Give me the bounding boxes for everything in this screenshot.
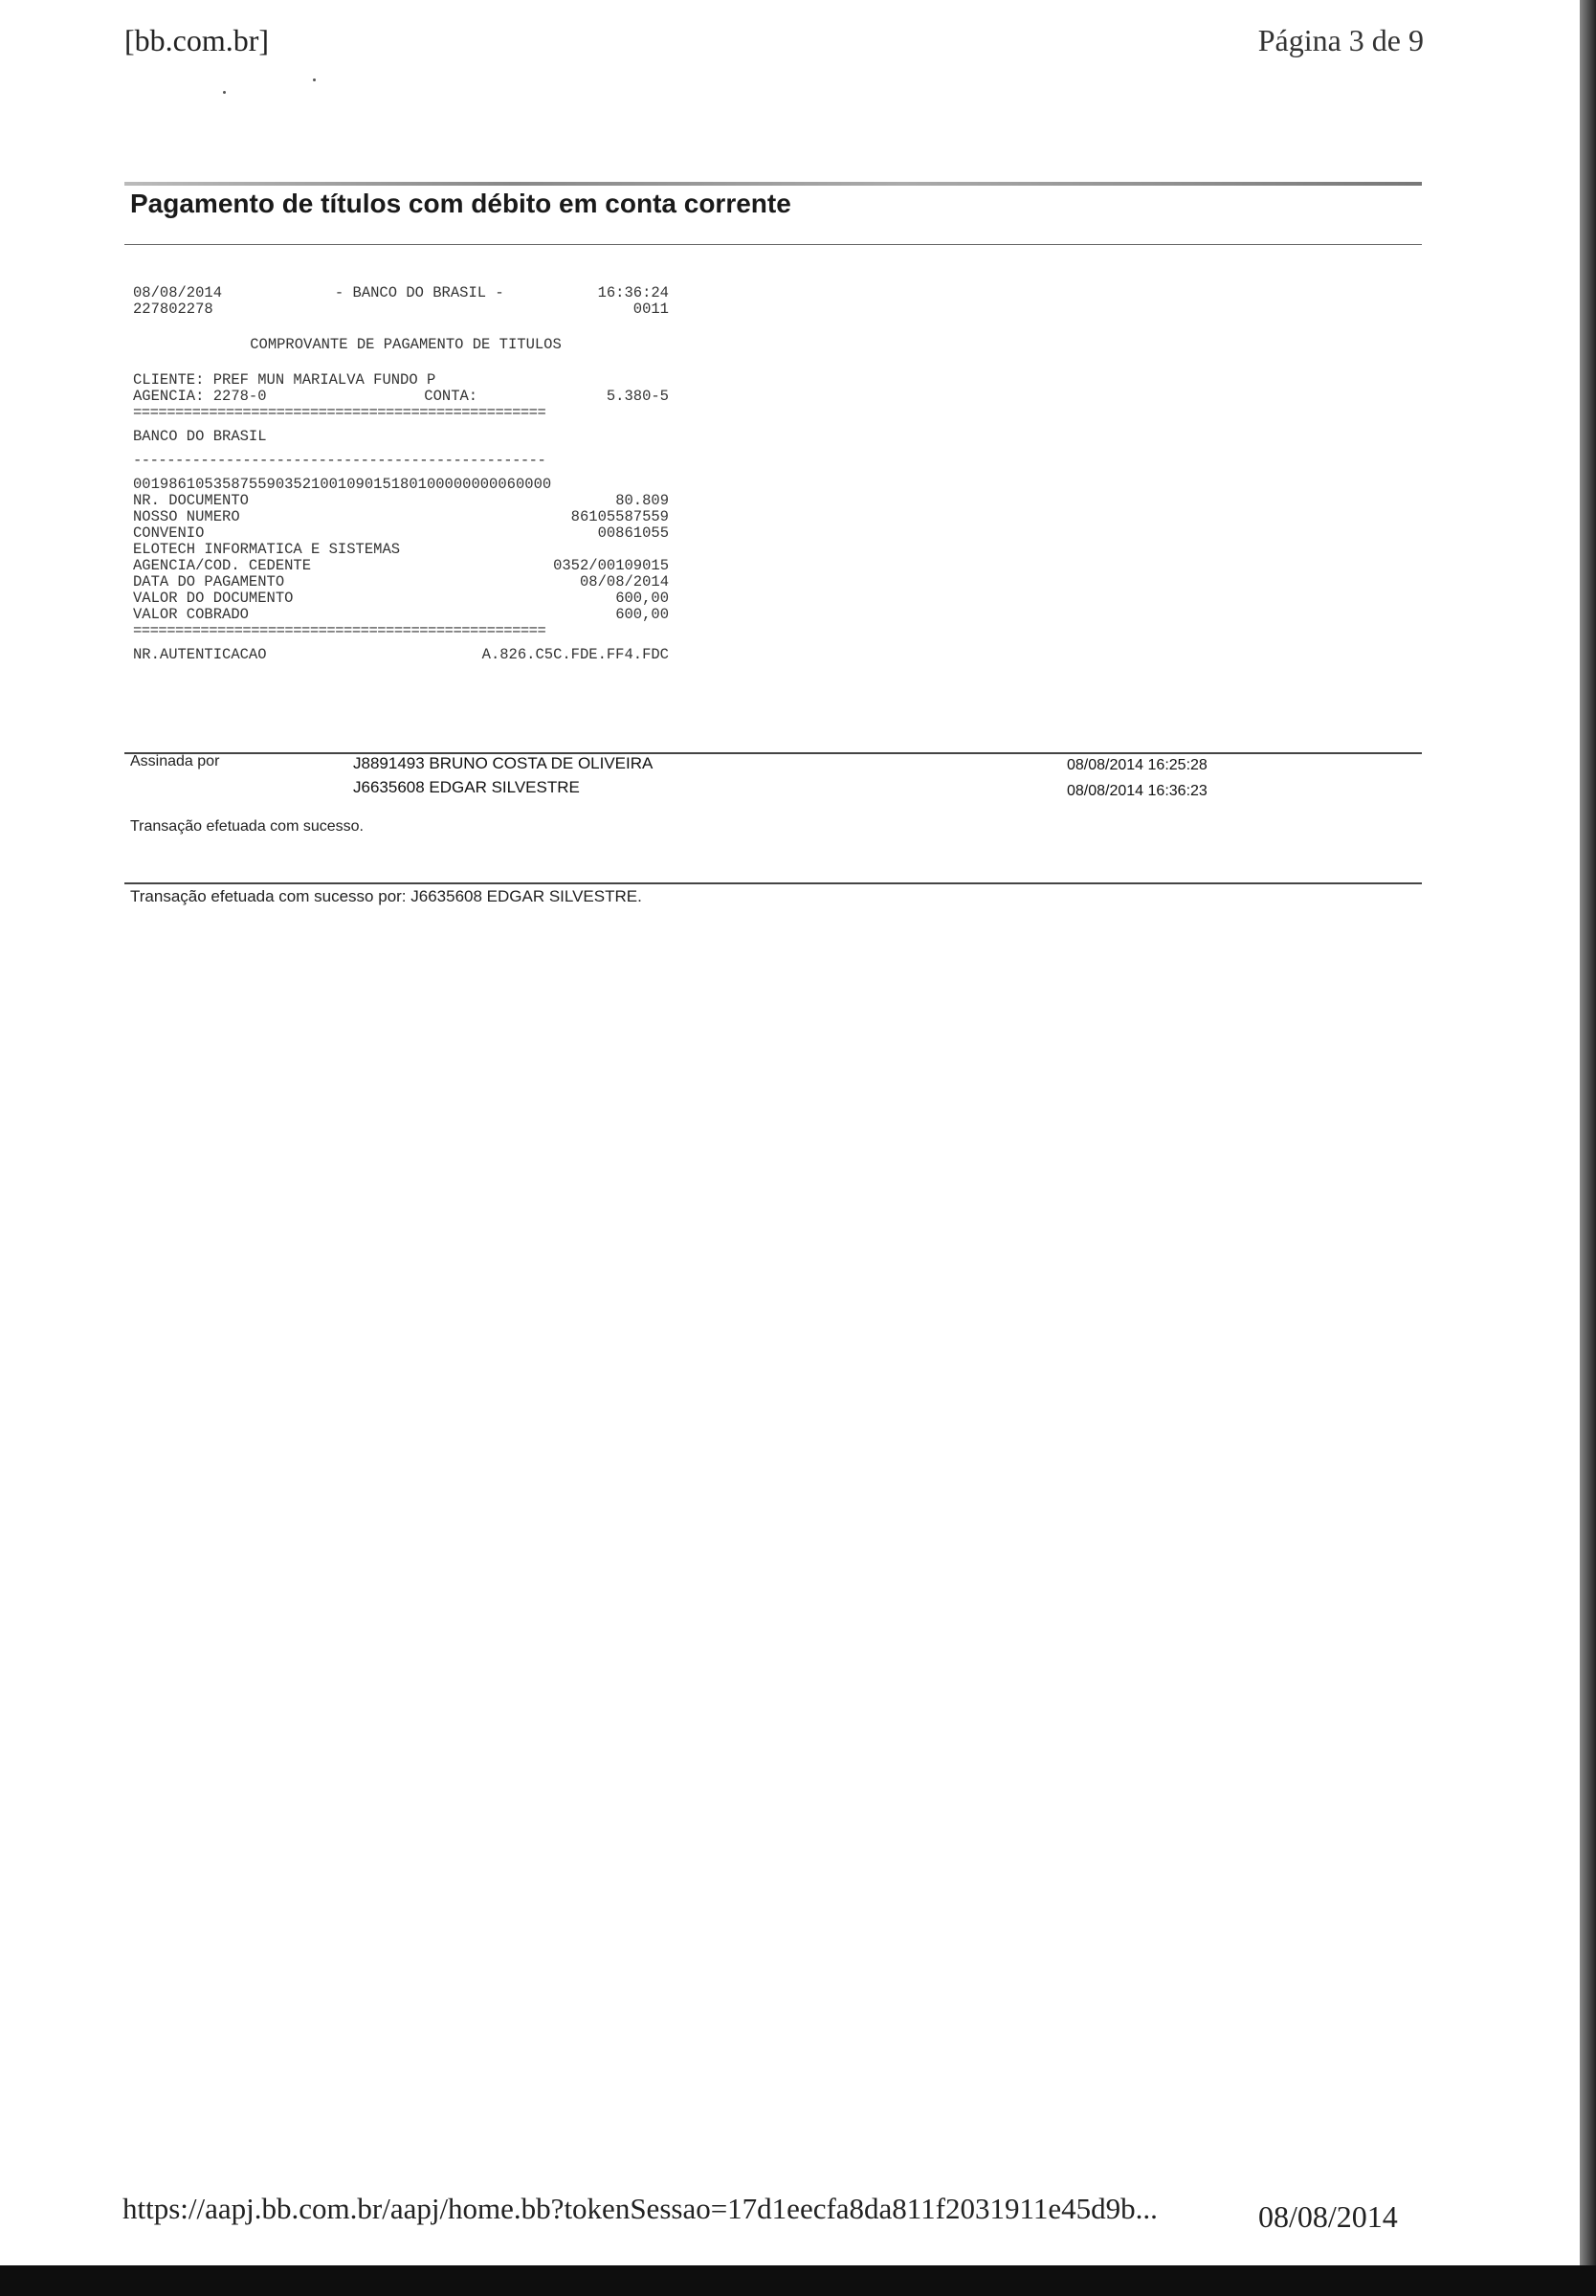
receipt-barcode: 00198610535875590352100109015180100000000060000: [133, 476, 552, 493]
receipt-field-row: [133, 525, 669, 542]
receipt-field-value: 80.809: [615, 492, 669, 509]
status-message: Transação efetuada com sucesso.: [130, 818, 364, 835]
receipt-field-value: 600,00: [615, 590, 669, 607]
receipt-doc-title-row: [133, 337, 669, 353]
scan-edge-right: [1580, 0, 1596, 2296]
receipt-code-right: 0011: [632, 301, 669, 318]
receipt-field-value: 600,00: [615, 606, 669, 623]
receipt-separator: -------------------------------------------------: [133, 453, 546, 469]
receipt-separator: =================================================: [133, 623, 546, 639]
footer-date: 08/08/2014: [1258, 2199, 1398, 2234]
receipt-barcode-row: [133, 477, 669, 493]
receipt-doc-title: COMPROVANTE DE PAGAMENTO DE TITULOS: [250, 336, 562, 353]
receipt-account-value: 5.380-5: [606, 388, 669, 405]
site-header: [bb.com.br]: [124, 23, 270, 57]
receipt-beneficiary-row: [133, 542, 669, 558]
receipt-field-value: 00861055: [597, 524, 669, 542]
receipt-client: CLIENTE: PREF MUN MARIALVA FUNDO P: [133, 371, 436, 389]
scan-speck: [223, 91, 226, 94]
receipt-field-row: [133, 558, 669, 574]
receipt-field-row: [133, 574, 669, 591]
receipt-field-value: 86105587559: [570, 508, 669, 525]
receipt-field-label: NR. DOCUMENTO: [133, 492, 249, 509]
receipt-bank-name: BANCO DO BRASIL: [133, 428, 267, 445]
signed-by-label: Assinada por: [130, 753, 220, 769]
title-divider: [124, 244, 1422, 245]
receipt-field-row: [133, 591, 669, 607]
receipt-field-label: VALOR COBRADO: [133, 606, 249, 623]
footer-url: https://aapj.bb.com.br/aapj/home.bb?tokenSessao=17d1eecfa8da811f2031911e45d9b...: [122, 2192, 1158, 2225]
status-completed-by: Transação efetuada com sucesso por: J6635608 EDGAR SILVESTRE.: [130, 887, 642, 905]
signer-name: J6635608 EDGAR SILVESTRE: [353, 778, 580, 796]
receipt-header-row: [133, 285, 669, 301]
page-indicator: Página 3 de 9: [1257, 23, 1424, 57]
receipt-time: 16:36:24: [597, 284, 669, 301]
receipt-client-row: [133, 372, 669, 389]
receipt-auth-row: [133, 647, 669, 663]
scan-edge-bottom: [0, 2265, 1596, 2296]
receipt-field-label: DATA DO PAGAMENTO: [133, 573, 285, 591]
receipt-agency-row: [133, 389, 669, 405]
receipt-field-row: [133, 493, 669, 509]
top-rule: [124, 182, 1422, 186]
receipt-code-row: [133, 301, 669, 318]
receipt-code-left: 227802278: [133, 301, 213, 318]
signer-timestamp: 08/08/2014 16:36:23: [1067, 783, 1208, 799]
receipt-beneficiary: ELOTECH INFORMATICA E SISTEMAS: [133, 541, 401, 558]
receipt-field-value: 08/08/2014: [579, 573, 669, 591]
receipt-account-label: CONTA:: [424, 388, 478, 405]
receipt-field-row: [133, 509, 669, 525]
receipt-agency: AGENCIA: 2278-0: [133, 388, 267, 405]
receipt-field-label: NOSSO NUMERO: [133, 508, 240, 525]
receipt-field-label: AGENCIA/COD. CEDENTE: [133, 557, 312, 574]
receipt-field-value: 0352/00109015: [553, 557, 669, 574]
signer-name: J8891493 BRUNO COSTA DE OLIVEIRA: [353, 754, 654, 772]
payment-receipt: [133, 285, 669, 663]
signer-timestamp: 08/08/2014 16:25:28: [1067, 757, 1208, 773]
receipt-auth-label: NR.AUTENTICACAO: [133, 646, 267, 663]
receipt-bank-row: [133, 429, 669, 445]
receipt-field-label: CONVENIO: [133, 524, 205, 542]
receipt-field-label: VALOR DO DOCUMENTO: [133, 590, 294, 607]
signature-divider: [124, 752, 1422, 754]
receipt-date: 08/08/2014: [133, 284, 223, 301]
page-title: Pagamento de títulos com débito em conta corrente: [130, 189, 791, 218]
receipt-auth-value: A.826.C5C.FDE.FF4.FDC: [481, 646, 669, 663]
scan-speck: [313, 78, 316, 81]
receipt-bank-header: - BANCO DO BRASIL -: [334, 284, 504, 301]
receipt-field-row: [133, 607, 669, 623]
receipt-separator: =================================================: [133, 405, 546, 421]
status-divider: [124, 882, 1422, 884]
